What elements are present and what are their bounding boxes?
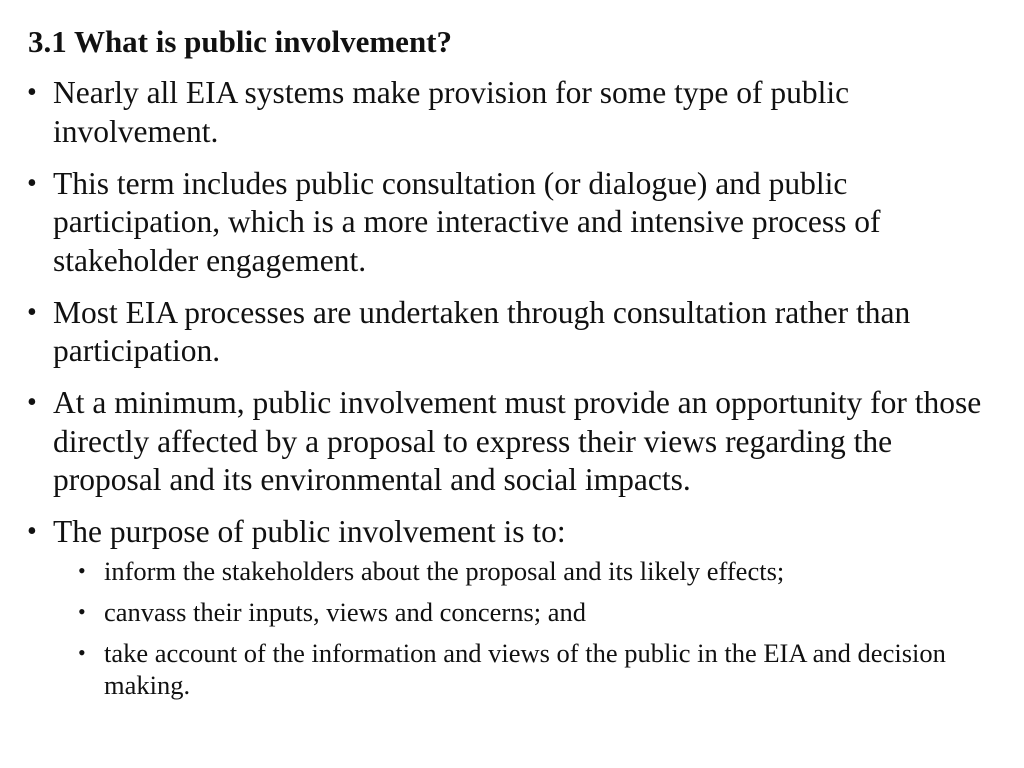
- bullet-icon: •: [27, 167, 37, 199]
- sub-bullet-icon: •: [78, 598, 86, 624]
- slide-title: 3.1 What is public involvement?: [28, 24, 453, 59]
- bullet-icon: •: [27, 296, 37, 328]
- sub-bullet-icon: •: [78, 557, 86, 583]
- bullet-text: The purpose of public involvement is to:: [53, 514, 566, 549]
- bullet-list: [0, 74, 1024, 714]
- sub-bullet-text: take account of the information and views of the public in the EIA and decision making.: [104, 637, 946, 700]
- bullet-text: At a minimum, public involvement must provide an opportunity for those directly affected by a proposal to express their views regarding the proposal and its environmental and social impacts.: [53, 385, 982, 497]
- bullet-text: This term includes public consultation (or dialogue) and public participation, which is a more interactive and intensive process of stakeholder engagement.: [53, 165, 881, 278]
- bullet-icon: •: [27, 516, 37, 547]
- sub-bullet-list: [53, 555, 994, 701]
- bullet-item: [0, 294, 1024, 371]
- bullet-text: Most EIA processes are undertaken through consultation rather than participation.: [53, 294, 911, 368]
- bullet-icon: •: [27, 77, 37, 108]
- sub-bullet-text: canvass their inputs, views and concerns; and: [104, 596, 587, 627]
- bullet-text: Nearly all EIA systems make provision for some type of public involvement.: [53, 75, 850, 149]
- bullet-item: [0, 384, 1024, 500]
- sub-bullet-icon: •: [78, 639, 86, 665]
- bullet-icon: •: [27, 387, 37, 418]
- sub-bullet-item: [53, 596, 994, 628]
- sub-bullet-item: [53, 555, 994, 587]
- sub-bullet-item: [53, 637, 994, 701]
- bullet-item: [0, 74, 1024, 151]
- bullet-item: [0, 165, 1024, 281]
- sub-bullet-text: inform the stakeholders about the proposal and its likely effects;: [104, 555, 785, 586]
- bullet-item: [0, 513, 1024, 701]
